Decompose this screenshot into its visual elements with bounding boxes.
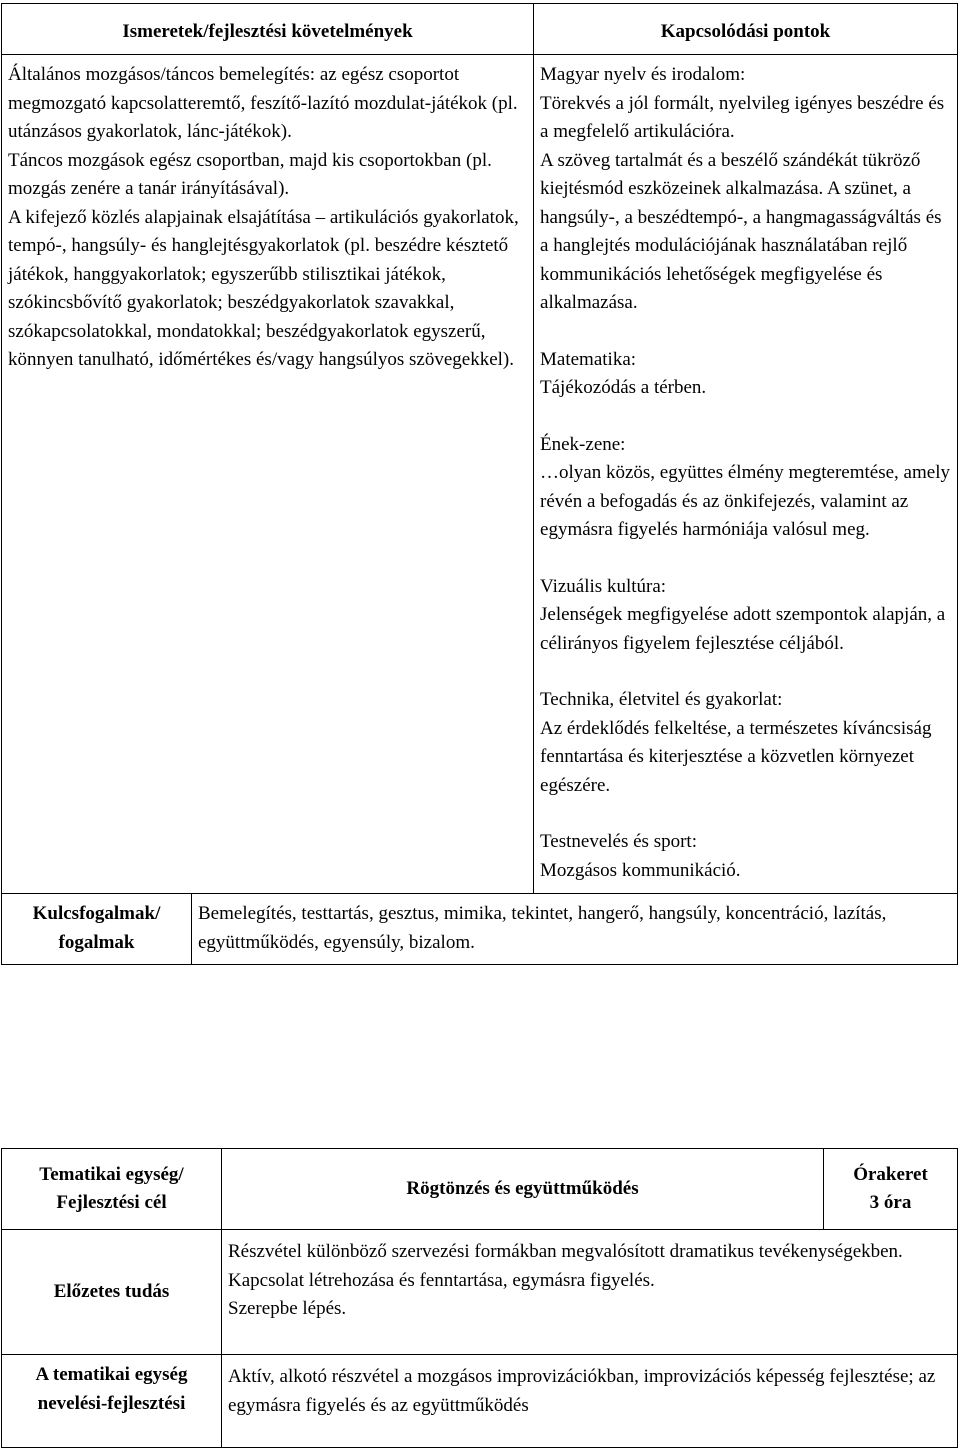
header-connections [534, 4, 958, 55]
prior-knowledge-label: Előzetes tudás [2, 1230, 222, 1355]
header-connections-text: Kapcsolódási pontok [660, 21, 831, 42]
connection-subject: Vizuális kultúra: [540, 575, 667, 597]
header-requirements [2, 4, 534, 55]
connection-subject: Ének-zene: [540, 433, 626, 455]
requirements-table [1, 3, 958, 965]
connection-subject: Testnevelés és sport: [540, 831, 697, 852]
connection-music [540, 431, 951, 545]
requirement-paragraph: A kifejező közlés alapjainak elsajátítása – artikulációs gyakorlatok, tempó-, hangsúly- és hanglejtésgyakorlatok (pl. beszédre késztető játékok, hanggyakorlatok; egyszerűbb stilisztikai játékok, szókincsbővítő gyakorlatok; beszédgyakorlatok szavakkal, szókapcsolatokkal, mondatokkal; beszédgyakorlatok egyszerű, könnyen tanulható, időmértékes és/vagy hangsúlyos szövegekkel). [8, 206, 519, 370]
connection-subject: Technika, életvitel és gyakorlat: [540, 689, 783, 710]
connection-text: Jelenségek megfigyelése adott szempontok alapján, a célirányos figyelem fejlesztése céljából. [540, 604, 946, 654]
thematic-unit-table [1, 1148, 958, 1448]
keywords-label: Kulcsfogalmak/ fogalmak [2, 894, 192, 965]
connection-text: A szöveg tartalmát és a beszélő szándékát tükröző kiejtésmód eszközeinek alkalmazása. A szünet, a hangsúly-, a beszédtempó-, a hangmagasságváltás és a hanglejtés modulációjának használatában rejlő kommunikációs lehetőségek megfigyelése és alkalmazása. [540, 149, 942, 313]
requirement-paragraph: Táncos mozgások egész csoportban, majd kis csoportokban (pl. mozgás zenére a tanár irányításával). [8, 149, 492, 199]
connection-technology [540, 686, 951, 800]
prior-knowledge-cell [222, 1230, 958, 1355]
connection-text: …olyan közös, együttes élmény megteremtése, amely révén a befogadás és az önkifejezés, valamint az egymásra figyelés harmóniája valósul meg. [540, 462, 950, 540]
connection-math [540, 346, 951, 403]
connection-subject: Matematika: [540, 348, 637, 370]
hours-cell [824, 1149, 958, 1230]
prior-knowledge-line: Kapcsolat létrehozása és fenntartása, egymásra figyelés. [228, 1269, 655, 1291]
connection-hungarian [540, 61, 951, 318]
unit-label: Tematikai egység/ Fejlesztési cél [2, 1149, 222, 1230]
requirements-cell [2, 55, 534, 894]
goals-label: A tematikai egység nevelési-fejlesztési [2, 1355, 222, 1448]
hours-value: 3 óra [869, 1192, 912, 1213]
connection-text: Törekvés a jól formált, nyelvileg igényes beszédre és a megfelelő artikulációra. [540, 92, 945, 142]
connection-pe [540, 828, 951, 885]
requirement-paragraph: Általános mozgásos/táncos bemelegítés: az egész csoportot megmozgató kapcsolatteremtő, feszítő-lazító mozdulat-játékok (pl. utánzásos gyakorlatok, lánc-játékok). [8, 64, 518, 142]
hours-label: Órakeret [853, 1163, 928, 1185]
goals-text: Aktív, alkotó részvétel a mozgásos improvizációkban, improvizációs képesség fejlesztése; az egymásra figyelés és az együttműködés [222, 1355, 958, 1448]
connection-subject: Magyar nyelv és irodalom: [540, 64, 746, 85]
connection-text: Tájékozódás a térben. [540, 377, 707, 398]
connections-cell [534, 55, 958, 894]
prior-knowledge-line: Részvétel különböző szervezési formákban megvalósított dramatikus tevékenységekben. [228, 1241, 903, 1262]
prior-knowledge-line: Szerepbe lépés. [228, 1298, 347, 1319]
connection-text: Az érdeklődés felkeltése, a természetes kíváncsiság fenntartása és kiterjesztése a közvetlen környezet egészére. [540, 717, 932, 796]
header-requirements-text: Ismeretek/fejlesztési követelmények [122, 21, 413, 42]
unit-title: Rögtönzés és együttműködés [222, 1149, 824, 1230]
keywords-text: Bemelegítés, testtartás, gesztus, mimika, tekintet, hangerő, hangsúly, koncentráció, lazítás, együttműködés, egyensúly, bizalom. [192, 894, 958, 965]
connection-visual [540, 573, 951, 659]
connection-text: Mozgásos kommunikáció. [540, 859, 741, 881]
